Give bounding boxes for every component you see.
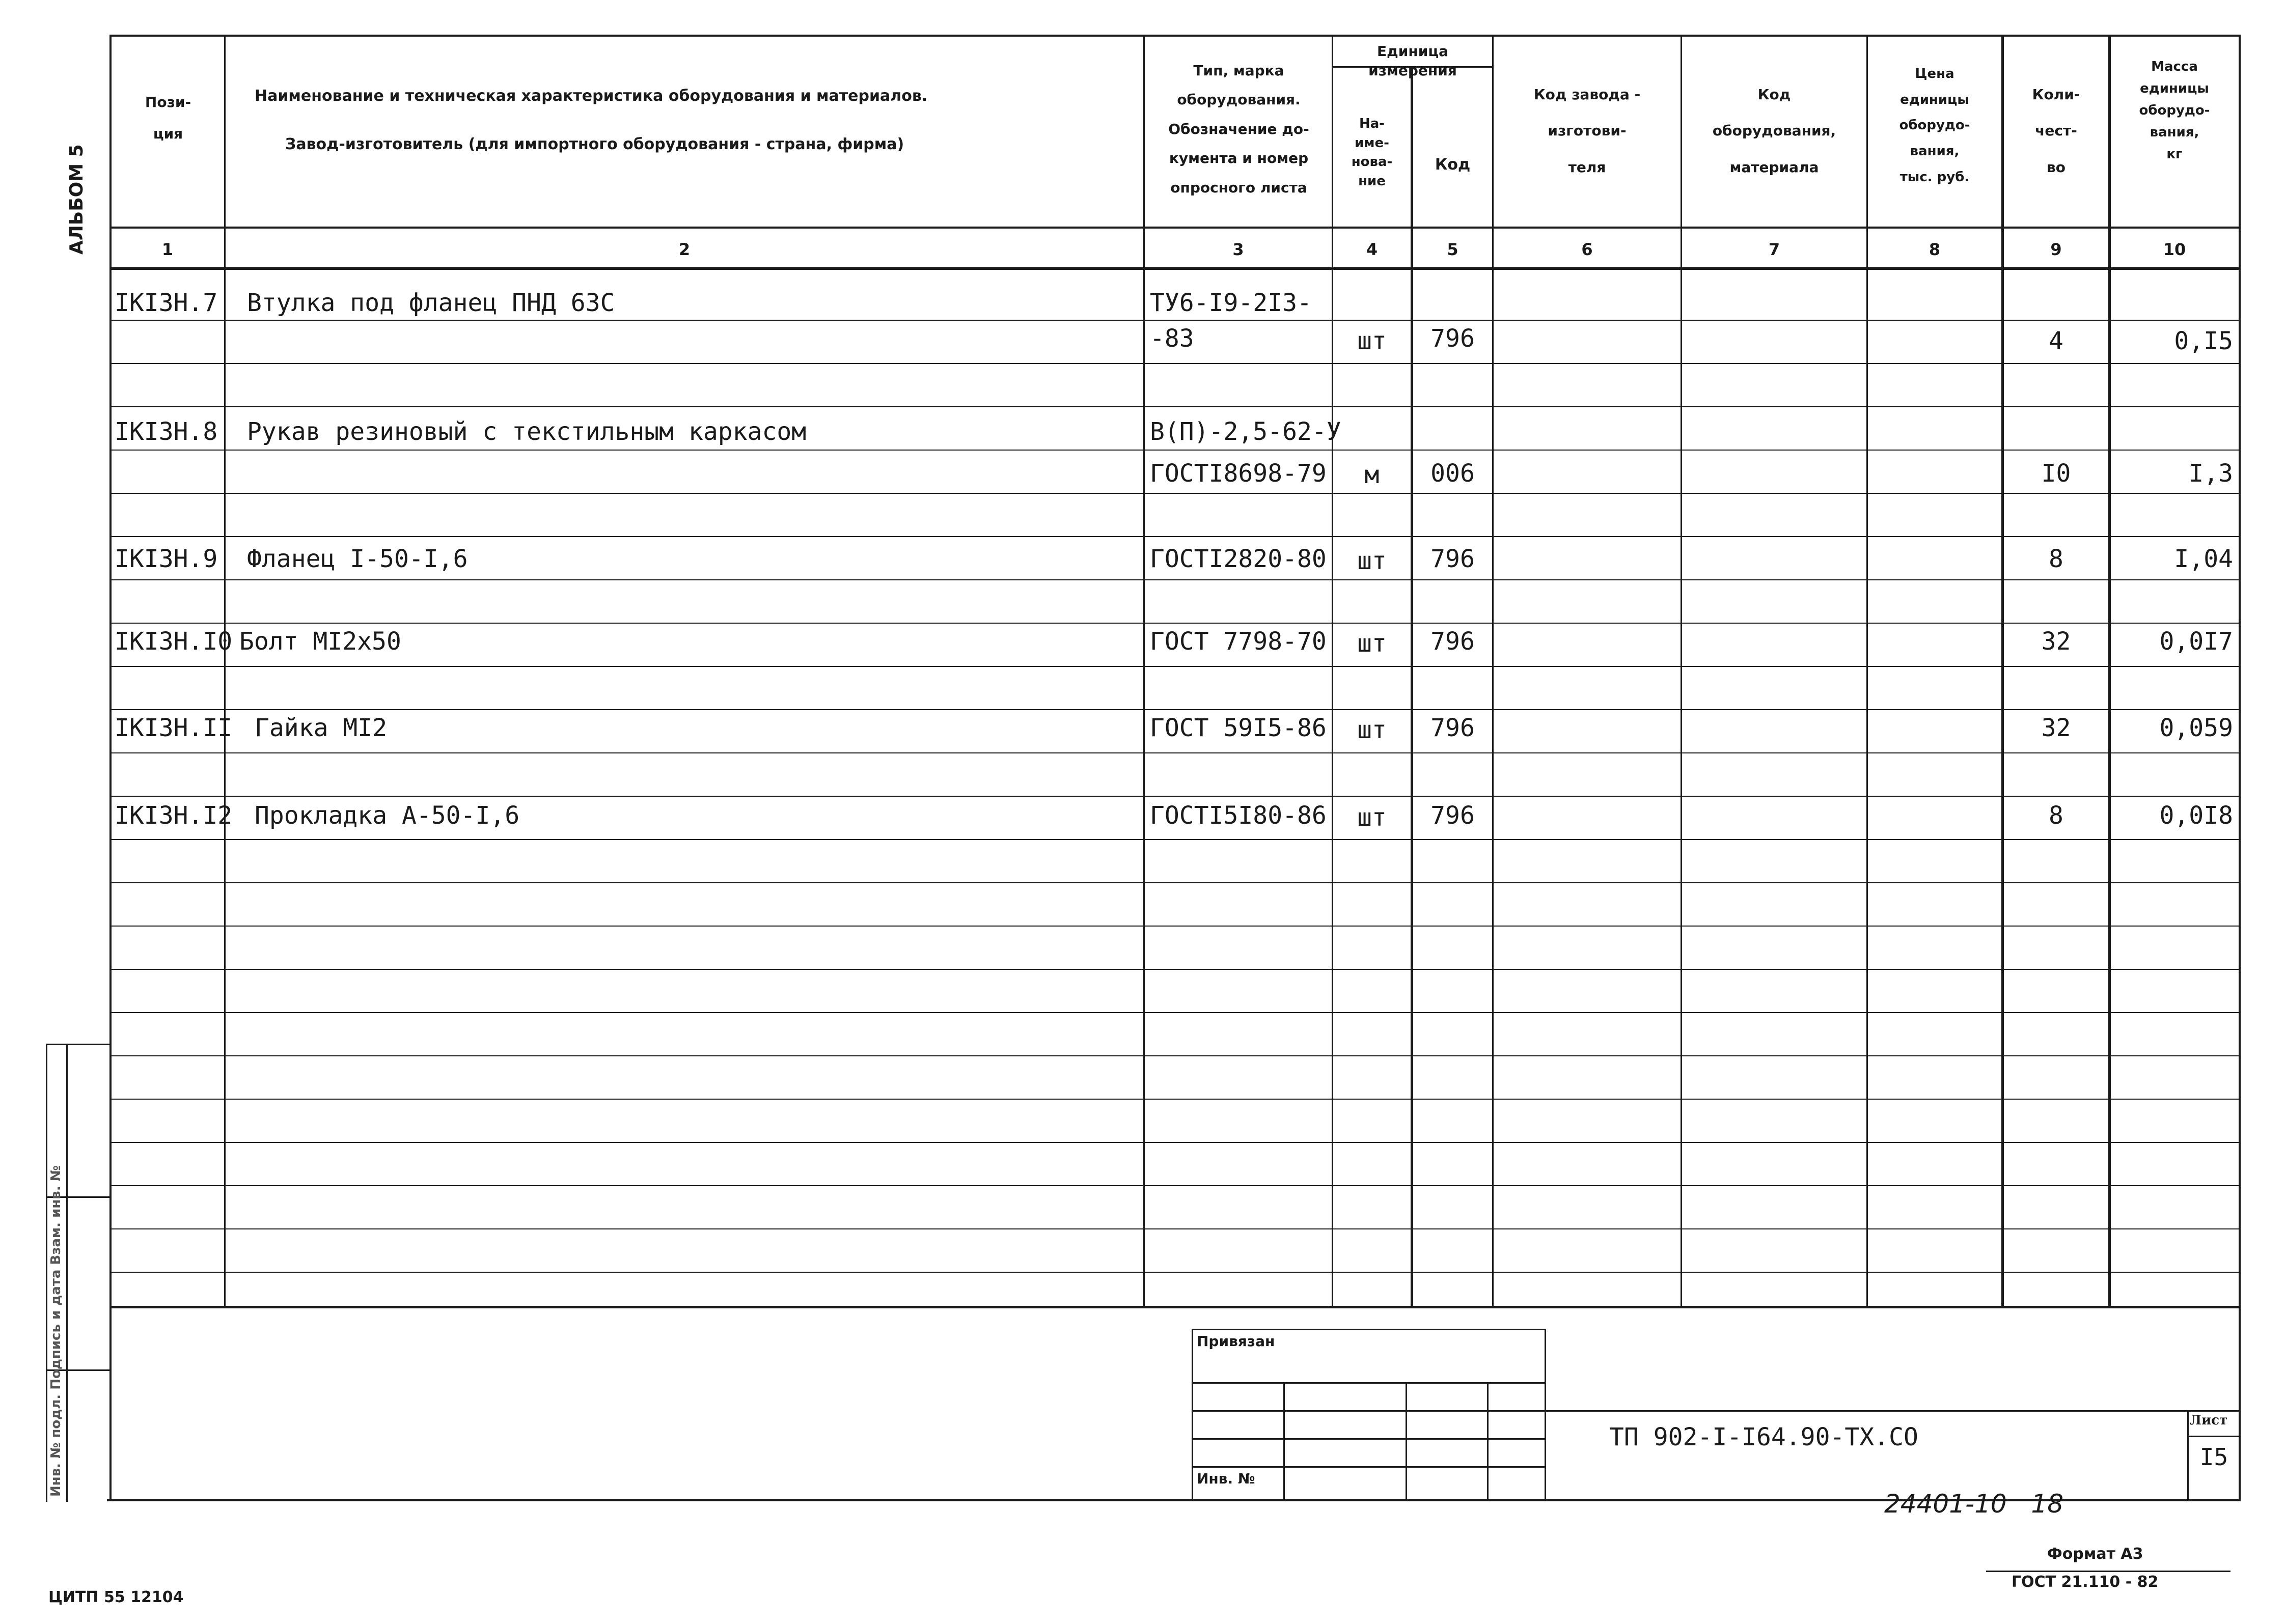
row-position: IKI3H.I0 (115, 627, 233, 656)
row-unit-code: 006 (1430, 459, 1475, 488)
row-position: IKI3H.I2 (115, 801, 233, 830)
row-unit: шт (1357, 547, 1387, 575)
header-unit: Единица измерения (1368, 43, 1457, 79)
gost-standard: ГОСТ 21.110 - 82 (2012, 1573, 2159, 1591)
format-label: Формат А3 (2047, 1545, 2143, 1563)
row-unit-code: 796 (1430, 801, 1475, 830)
header-name-line2: Завод-изготовитель (для импортного оборудования - страна, фирма) (285, 135, 904, 153)
row-doc: ГОСТI5I80-86 (1150, 801, 1327, 830)
row-name: Рукав резиновый с текстильным каркасом (247, 417, 807, 446)
col-number: 2 (678, 240, 691, 259)
row-mass: I,3 (2189, 459, 2233, 488)
row-mass: 0,0I7 (2159, 627, 2233, 656)
col-number: 9 (2050, 240, 2062, 259)
row-quantity: 4 (2049, 327, 2063, 355)
row-unit: шт (1357, 327, 1387, 355)
header-type: Тип, марка оборудования. Обозначение до- кумента и номер опросного листа (1168, 62, 1309, 196)
row-doc: В(П)-2,5-62-У (1150, 417, 1341, 446)
row-quantity: 8 (2049, 545, 2063, 573)
row-quantity: 32 (2041, 627, 2071, 656)
row-mass: 0,0I8 (2159, 801, 2233, 830)
row-unit: шт (1357, 716, 1387, 744)
header-position: Пози- ция (145, 94, 191, 142)
row-position: IKI3H.II (115, 714, 233, 742)
row-name: Болт МI2х50 (239, 627, 401, 656)
row-name: Гайка МI2 (255, 714, 388, 742)
header-name-line1: Наименование и техническая характеристика оборудования и материалов. (255, 87, 928, 105)
row-unit-code: 796 (1430, 627, 1475, 656)
row-unit-code: 796 (1430, 545, 1475, 573)
row-doc-cont: -83 (1150, 324, 1194, 353)
header-quantity: Коли- чест- во (2032, 86, 2080, 176)
row-name: Втулка под фланец ПНД 63С (247, 289, 615, 317)
row-quantity: 8 (2049, 801, 2063, 830)
row-unit-code: 796 (1430, 714, 1475, 742)
header-mass: Масса единицы оборудо- вания, кг (2139, 59, 2210, 162)
col-number: 6 (1581, 240, 1593, 259)
album-label: АЛЬБОМ 5 (66, 144, 87, 255)
col-number: 4 (1366, 240, 1378, 259)
col-number: 5 (1447, 240, 1458, 259)
row-unit: м (1364, 461, 1380, 489)
row-mass: I,04 (2174, 545, 2233, 573)
header-unit-code: Код (1435, 156, 1471, 174)
row-doc-cont: ГОСТI8698-79 (1150, 459, 1327, 488)
row-doc: ГОСТI2820-80 (1150, 545, 1327, 573)
inv-number-label: Инв. № (1197, 1470, 1255, 1487)
col-number: 8 (1929, 240, 1941, 259)
header-factory-code: Код завода - изготови- теля (1533, 86, 1641, 176)
row-mass: 0,059 (2159, 714, 2233, 742)
col-number: 7 (1768, 240, 1780, 259)
row-name: Фланец I-50-I,6 (247, 545, 468, 573)
document-code: ТП 902-I-I64.90-ТХ.СО (1609, 1423, 1918, 1451)
row-mass: 0,I5 (2174, 327, 2233, 355)
col-number: 3 (1232, 240, 1244, 259)
row-doc: ГОСТ 7798-70 (1150, 627, 1327, 656)
row-name: Прокладка А-50-I,6 (255, 801, 520, 830)
col-number: 10 (2163, 240, 2186, 259)
header-equipment-code: Код оборудования, материала (1712, 86, 1836, 176)
sheet-label: Лист (2190, 1413, 2228, 1428)
row-position: IKI3H.8 (115, 417, 218, 446)
sheet-number: I5 (2199, 1443, 2228, 1471)
col-number: 1 (161, 240, 174, 259)
row-position: IKI3H.7 (115, 289, 218, 317)
row-position: IKI3H.9 (115, 545, 218, 573)
bound-label: Привязан (1197, 1333, 1275, 1350)
inv-stamp-label: Инв. № подл. Подпись и дата Взам. инв. № (48, 1165, 64, 1497)
handwritten-archive-number: 24401-10 18 (1884, 1489, 2064, 1519)
row-quantity: 32 (2041, 714, 2071, 742)
row-doc: ГОСТ 59I5-86 (1150, 714, 1327, 742)
row-unit: шт (1357, 629, 1387, 658)
row-unit-code: 796 (1430, 324, 1475, 353)
printer-code: ЦИТП 55 12104 (48, 1588, 184, 1606)
row-doc: ТУ6-I9-2I3- (1150, 289, 1312, 317)
header-price: Цена единицы оборудо- вания, тыс. руб. (1899, 66, 1970, 185)
row-quantity: I0 (2041, 459, 2071, 488)
header-unit-name: На- име- нова- ние (1351, 116, 1393, 189)
row-unit: шт (1357, 803, 1387, 832)
